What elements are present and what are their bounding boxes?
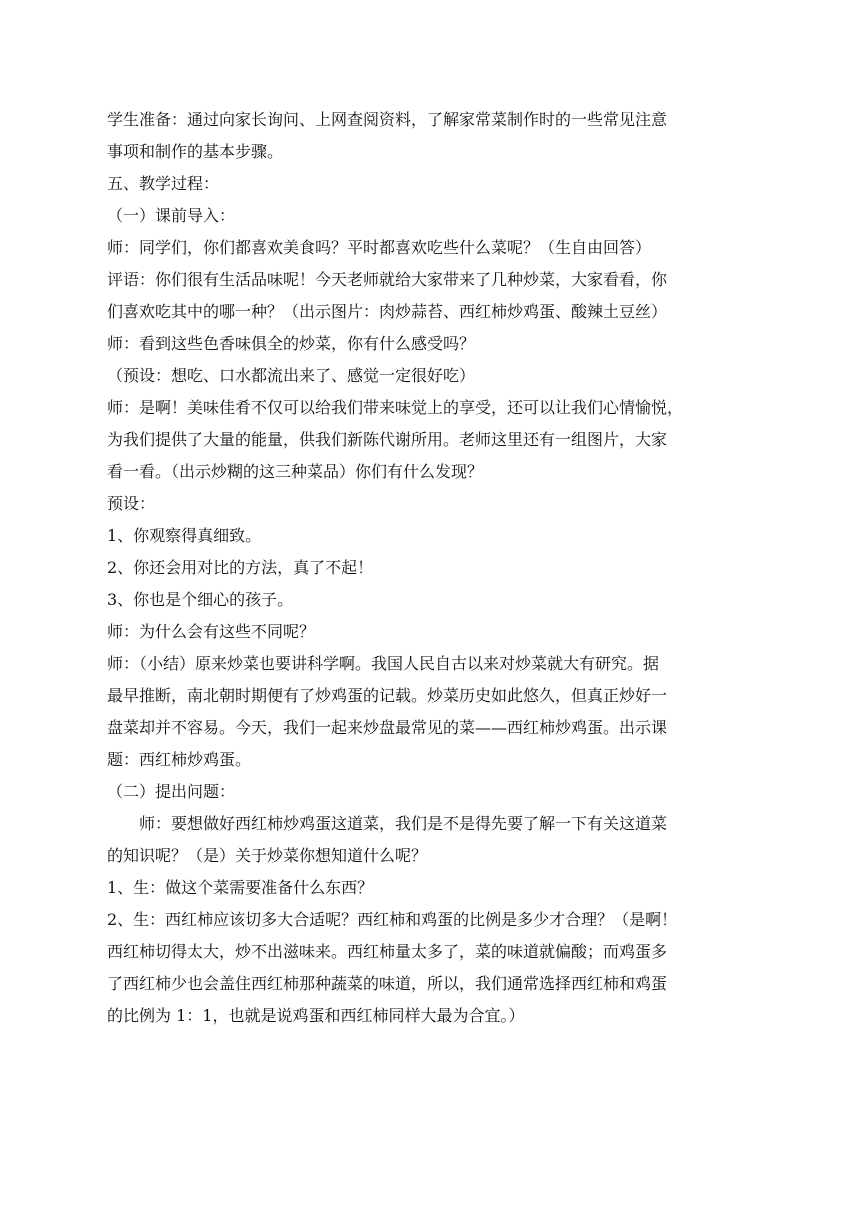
text-line: 师：看到这些色香味俱全的炒菜，你有什么感受吗？ <box>107 334 476 353</box>
text-line: 了西红柿少也会盖住西红柿那种蔬菜的味道，所以，我们通常选择西红柿和鸡蛋 <box>107 974 668 993</box>
text-line: 看一看。（出示炒糊的这三种菜品）你们有什么发现？ <box>107 462 484 481</box>
text-line: 为我们提供了大量的能量，供我们新陈代谢所用。老师这里还有一组图片，大家 <box>107 430 668 449</box>
subsection-heading: （一）课前导入： <box>107 206 236 225</box>
text-line: 最早推断，南北朝时期便有了炒鸡蛋的记载。炒菜历史如此悠久，但真正炒好一 <box>107 686 668 705</box>
text-line: 师：（小结）原来炒菜也要讲科学啊。我国人民自古以来对炒菜就大有研究。据 <box>107 654 660 673</box>
text-line: 评语：你们很有生活品味呢！今天老师就给大家带来了几种炒菜，大家看看，你 <box>107 270 668 289</box>
text-line: 师：是啊！美味佳肴不仅可以给我们带来味觉上的享受，还可以让我们心情愉悦， <box>107 398 684 417</box>
text-line: 盘菜却并不容易。今天，我们一起来炒盘最常见的菜——西红柿炒鸡蛋。出示课 <box>107 718 668 737</box>
text-line: 西红柿切得太大，炒不出滋味来。西红柿量太多了，菜的味道就偏酸；而鸡蛋多 <box>107 942 668 961</box>
text-line: 师：要想做好西红柿炒鸡蛋这道菜，我们是不是得先要了解一下有关这道菜 <box>139 814 668 833</box>
section-heading: 五、教学过程： <box>107 174 220 193</box>
text-line: 师：为什么会有这些不同呢？ <box>107 622 316 641</box>
text-line: 们喜欢吃其中的哪一种？（出示图片：肉炒蒜苔、西红柿炒鸡蛋、酸辣土豆丝） <box>107 302 668 321</box>
text-line: 的知识呢？（是）关于炒菜你想知道什么呢？ <box>107 846 428 865</box>
list-item: 1、生：做这个菜需要准备什么东西？ <box>107 878 374 897</box>
text-line: 题：西红柿炒鸡蛋。 <box>107 750 252 769</box>
text-line: 学生准备：通过向家长询问、上网查阅资料，了解家常菜制作时的一些常见注意 <box>107 110 668 129</box>
text-line: 师：同学们，你们都喜欢美食吗？平时都喜欢吃些什么菜呢？（生自由回答） <box>107 238 652 257</box>
subsection-heading: （二）提出问题： <box>107 782 236 801</box>
list-item: 2、你还会用对比的方法，真了不起！ <box>107 558 374 577</box>
list-item: 2、生：西红柿应该切多大合适呢？西红柿和鸡蛋的比例是多少才合理？（是啊！ <box>107 910 678 929</box>
text-line: 的比例为 1：1，也就是说鸡蛋和西红柿同样大最为合宜。） <box>107 1006 525 1025</box>
text-line: 事项和制作的基本步骤。 <box>107 142 284 161</box>
document-body <box>107 104 767 1032</box>
list-item: 3、你也是个细心的孩子。 <box>107 590 294 609</box>
text-line: 预设： <box>107 494 156 513</box>
text-line: （预设：想吃、口水都流出来了、感觉一定很好吃） <box>107 366 476 385</box>
list-item: 1、你观察得真细致。 <box>107 526 262 545</box>
